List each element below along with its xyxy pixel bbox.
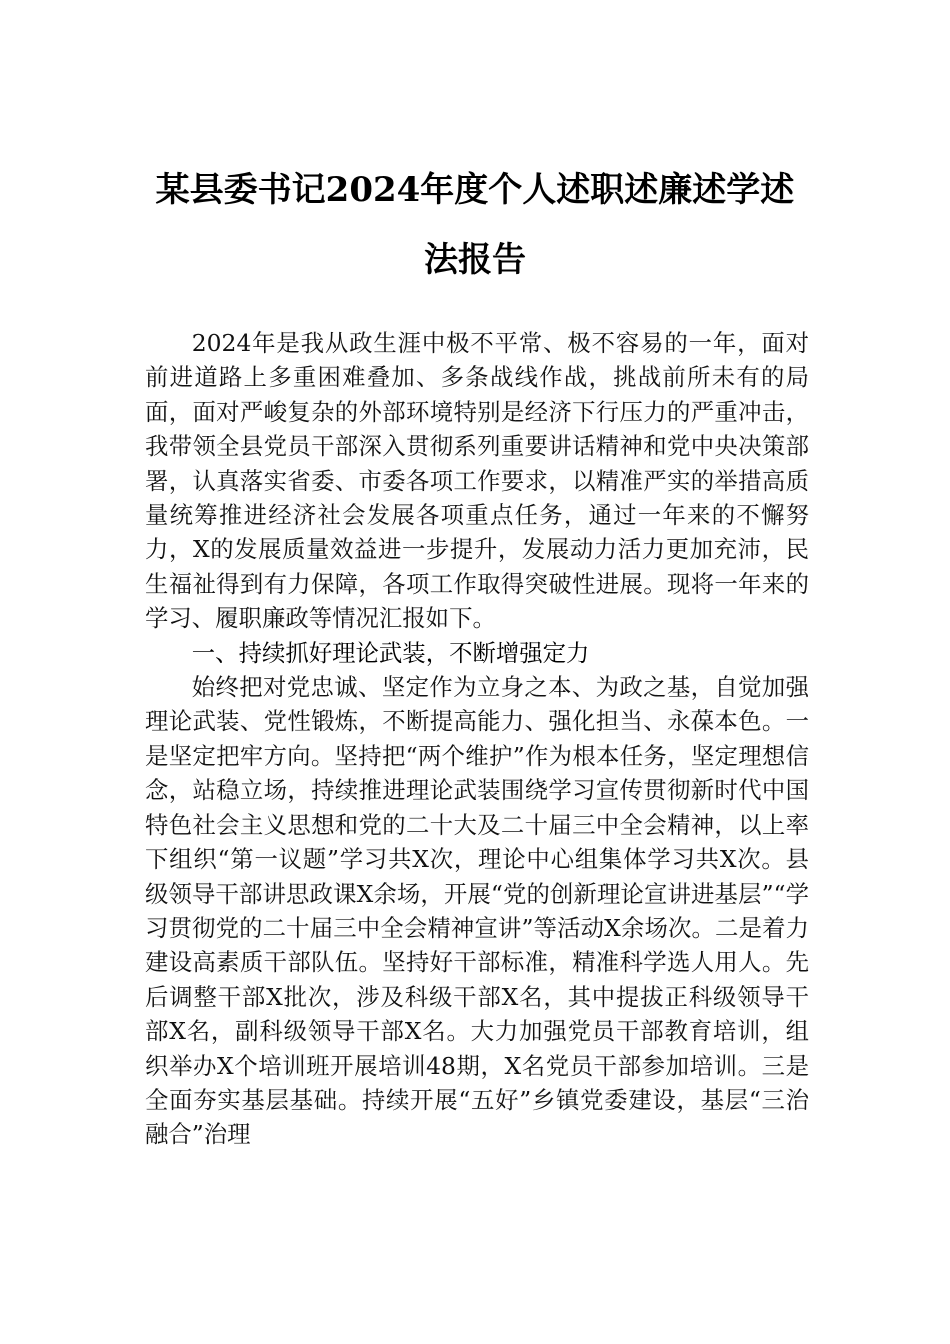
- section-paragraph: 始终把对党忠诚、坚定作为立身之本、为政之基，自觉加强理论武装、党性锻炼，不断提高能力、强化担当、永葆本色。一是坚定把牢方向。坚持把“两个维护”作为根本任务，坚定理想信念，站稳立场，持续推进理论武装围绕学习宣传贯彻新时代中国特色社会主义思想和党的二十大及二十届三中全会精神，以上率下组织“第一议题”学习共X次，理论中心组集体学习共X次。县级领导干部讲思政课X余场，开展“党的创新理论宣讲进基层”“学习贯彻党的二十届三中全会精神宣讲”等活动X余场次。二是着力建设高素质干部队伍。坚持好干部标准，精准科学选人用人。先后调整干部X批次，涉及科级干部X名，其中提拔正科级领导干部X名，副科级领导干部X名。大力加强党员干部教育培训，组织举办X个培训班开展培训48期，X名党员干部参加培训。三是全面夯实基层基础。持续开展“五好”乡镇党委建设，基层“三治融合”治理: [145, 673, 809, 1149]
- document-body: [145, 326, 809, 1152]
- document-title: 某县委书记2024年度个人述职述廉述学述法报告: [155, 170, 795, 280]
- intro-paragraph: 2024年是我从政生涯中极不平常、极不容易的一年，面对前进道路上多重困难叠加、多条战线作战，挑战前所未有的局面，面对严峻复杂的外部环境特别是经济下行压力的严重冲击，我带领全县党员干部深入贯彻系列重要讲话精神和党中央决策部署，认真落实省委、市委各项工作要求，以精准严实的举措高质量统筹推进经济社会发展各项重点任务，通过一年来的不懈努力，X的发展质量效益进一步提升，发展动力活力更加充沛，民生福祉得到有力保障，各项工作取得突破性进展。现将一年来的学习、履职廉政等情况汇报如下。: [145, 329, 809, 633]
- section-heading: 一、持续抓好理论武装，不断增强定力: [191, 638, 590, 667]
